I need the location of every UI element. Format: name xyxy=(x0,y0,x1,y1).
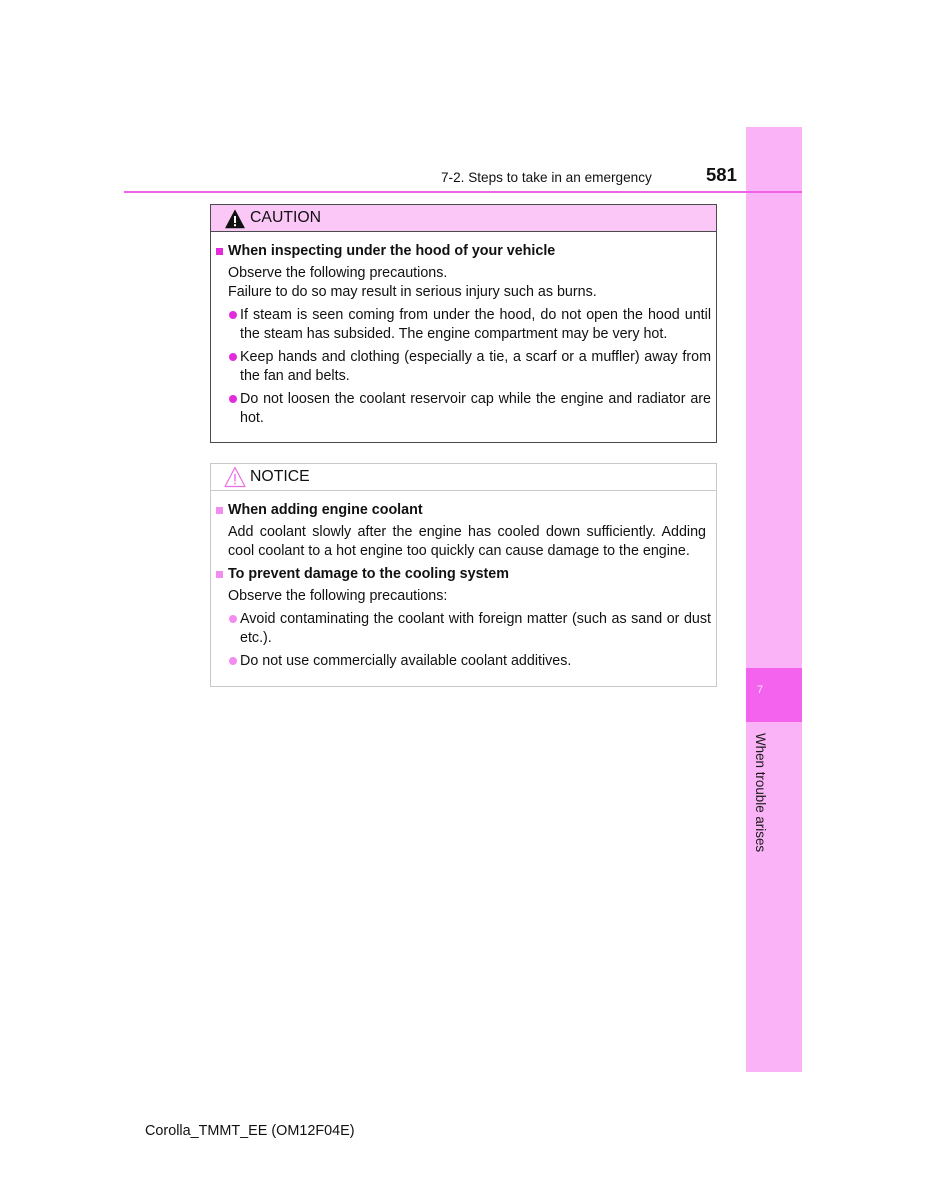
header-rule xyxy=(124,191,802,193)
caution-title: CAUTION xyxy=(250,209,322,226)
chapter-title: When trouble arises xyxy=(753,733,768,853)
notice-triangle-icon xyxy=(224,466,246,488)
notice-title: NOTICE xyxy=(250,468,310,485)
list-item: Do not use commercially available coolant additives. xyxy=(211,652,716,671)
notice-box xyxy=(210,463,717,687)
list-item: Do not loosen the coolant reservoir cap while the engine and radiator are hot. xyxy=(211,390,716,428)
running-header-section: 7-2. Steps to take in an emergency xyxy=(441,170,652,185)
chapter-side-tab xyxy=(746,127,802,1072)
notice-content xyxy=(211,491,716,671)
section-heading: When inspecting under the hood of your vehicle xyxy=(211,242,716,261)
list-item: Keep hands and clothing (especially a tie, a scarf or a muffler) away from the fan and belts. xyxy=(211,348,716,386)
caution-content xyxy=(211,232,716,428)
section-heading: When adding engine coolant xyxy=(211,501,716,520)
caution-box xyxy=(210,204,717,443)
paragraph: Failure to do so may result in serious injury such as burns. xyxy=(228,284,597,300)
paragraph: Observe the following precautions: xyxy=(228,588,448,604)
page-number: 581 xyxy=(706,164,737,185)
footer-model-code: Corolla_TMMT_EE (OM12F04E) xyxy=(145,1123,355,1139)
caution-header xyxy=(211,205,716,232)
chapter-number: 7 xyxy=(757,684,764,696)
section-heading: To prevent damage to the cooling system xyxy=(211,565,716,584)
paragraph: Observe the following precautions. xyxy=(228,265,448,281)
list-item: Avoid contaminating the coolant with foreign matter (such as sand or dust etc.). xyxy=(211,610,716,648)
warning-triangle-icon xyxy=(225,209,245,229)
chapter-tab-active-marker xyxy=(746,668,802,722)
paragraph: Add coolant slowly after the engine has cooled down sufficiently. Adding cool coolant to a hot engine too quickly can cause damage to the engine. xyxy=(228,524,706,559)
list-item: If steam is seen coming from under the hood, do not open the hood until the steam has subsided. The engine compartment may be very hot. xyxy=(211,306,716,344)
notice-header xyxy=(211,464,716,491)
